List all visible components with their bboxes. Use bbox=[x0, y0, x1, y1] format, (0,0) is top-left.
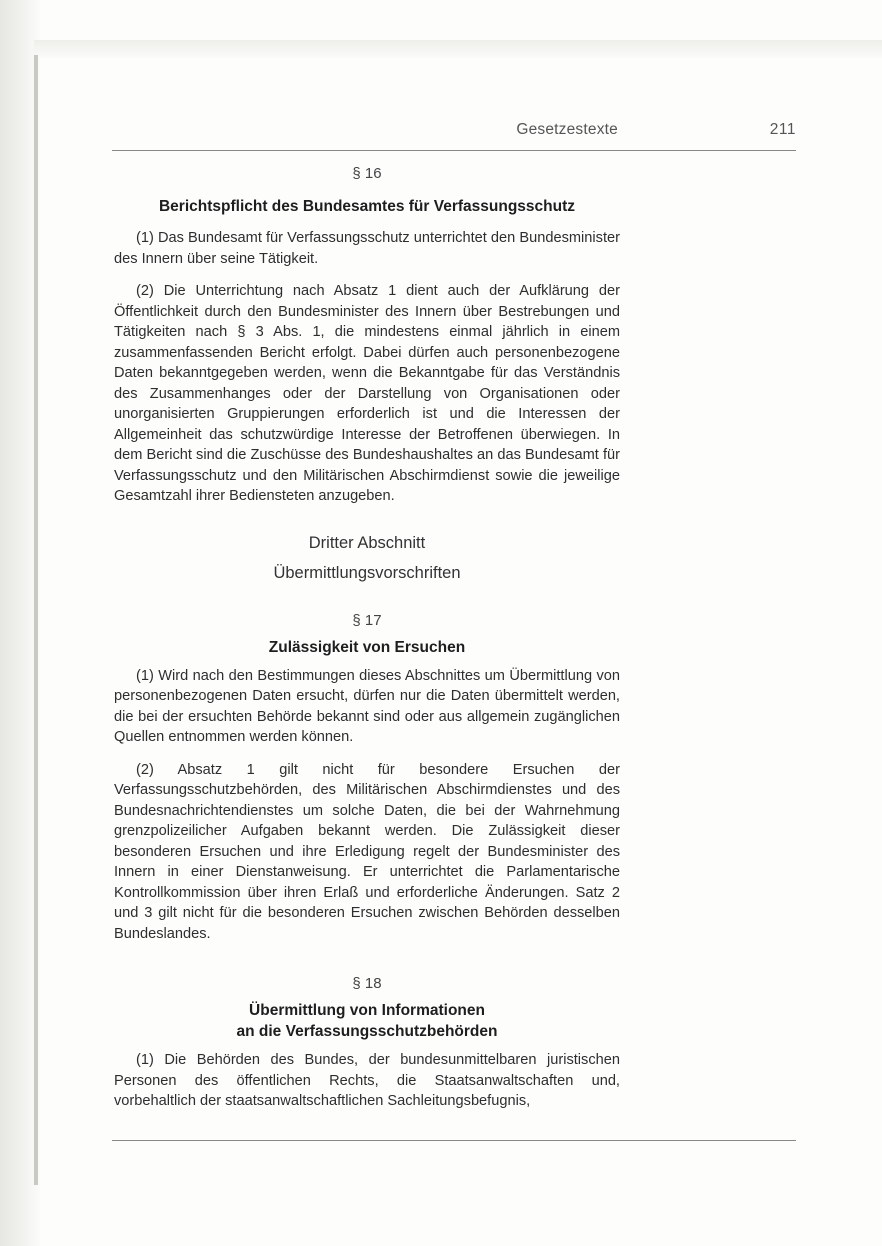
s17-paragraph-1: (1) Wird nach den Bestimmungen dieses Abschnittes um Übermittlung von personenbezogenen Daten ersucht, dürfen nur die Daten übermittelt werden, die bei der ersuchten Behörde bekannt sind oder aus allgemein zugänglichen Quellen entnommen werden können. bbox=[114, 667, 620, 745]
section-mark-18: § 18 bbox=[352, 975, 382, 992]
heading-17: Zulässigkeit von Ersuchen bbox=[268, 638, 466, 656]
s18-paragraph-1: (1) Die Behörden des Bundes, der bundesunmittelbaren juristischen Personen des öffentlichen Rechts, die Staatsanwaltschaften und, vorbehaltlich der staatsanwaltschaftlichen Sachleitungsbefugnis, bbox=[114, 1052, 620, 1109]
heading-18-line-1: Übermittlung von Informationen bbox=[249, 1002, 485, 1019]
footer-rule bbox=[112, 1140, 796, 1141]
s16-paragraph-2: (2) Die Unterrichtung nach Absatz 1 dient auch der Aufklärung der Öffentlichkeit durch den Bundesminister des Innern über Bestrebungen und Tätigkeiten nach § 3 Abs. 1, die mindestens einmal jährlich in einem zusammenfassenden Bericht erfolgt. Dabei dürfen auch personenbezogene Daten bekanntgegeben werden, wenn die Bekanntgabe für das Verständnis des Zusammenhanges oder der Darstellung von Organisationen oder unorganisierten Gruppierungen erforderlich ist und die Interessen der Allgemeinheit das schutzwürdige Interesse der Betroffenen überwiegen. In dem Bericht sind die Zuschüsse des Bundeshaushaltes an das Bundesamt für Verfassungsschutz und den Militärischen Abschirmdienst sowie die jeweilige Gesamtzahl ihrer Bediensteten anzugeben. bbox=[114, 283, 620, 504]
page-number: 211 bbox=[769, 121, 796, 138]
running-head bbox=[112, 121, 796, 143]
heading-18-line-2: an die Verfassungsschutzbehörden bbox=[236, 1023, 498, 1040]
section-mark-16: § 16 bbox=[352, 165, 382, 182]
section-title-name: Übermittlungsvorschriften bbox=[273, 563, 461, 582]
running-head-title: Gesetzestexte bbox=[516, 121, 618, 138]
scan-binding-strip bbox=[34, 55, 38, 1185]
section-title-part: Dritter Abschnitt bbox=[308, 533, 426, 552]
header-rule bbox=[112, 150, 796, 151]
section-mark-17: § 17 bbox=[352, 611, 382, 629]
page-body bbox=[114, 164, 620, 1112]
book-page bbox=[112, 0, 796, 1246]
s16-paragraph-1: (1) Das Bundesamt für Verfassungsschutz unterrichtet den Bundesminister des Innern über seine Tätigkeit. bbox=[114, 230, 620, 267]
heading-16: Berichtspflicht des Bundesamtes für Verfassungsschutz bbox=[158, 198, 576, 215]
s17-paragraph-2: (2) Absatz 1 gilt nicht für besondere Ersuchen der Verfassungsschutzbehörden, des Militärischen Abschirmdienstes und des Bundesnachrichtendienstes um solche Daten, die bei der Wahrnehmung grenzpolizeilicher Aufgaben bekannt werden. Die Zulässigkeit dieser besonderen Ersuchen und ihre Erledigung regelt der Bundesminister des Innern in einer Dienstanweisung. Er unterrichtet die Parlamentarische Kontrollkommission über ihren Erlaß und erforderliche Änderungen. Satz 2 und 3 gilt nicht für die besonderen Ersuchen zwischen Behörden desselben Bundeslandes. bbox=[114, 761, 620, 942]
